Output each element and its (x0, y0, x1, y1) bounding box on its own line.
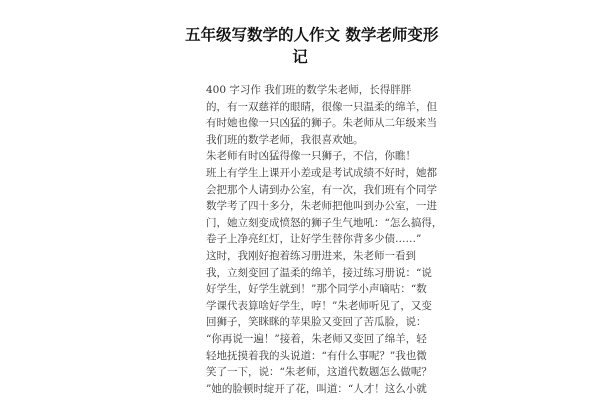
body-line: 的，有一双慈祥的眼睛，很像一只温柔的绵羊，但 (206, 100, 437, 113)
title-line: 五年级写数学的人作文 数学老师变形 (185, 26, 439, 44)
body-line: 会把那个人请到办公室，有一次，我们班有个同学 (206, 183, 437, 196)
body-line: 轻地抚摸着我的头说道：“有什么事呢？”我也微 (206, 349, 427, 362)
document-body (206, 82, 443, 397)
body-line: 有时她也像一只凶猛的狮子。朱老师从二年级来当 (206, 117, 437, 130)
body-line: 班上有学生上课开小差或是考试成绩不好时，她都 (206, 166, 437, 179)
body-line: 我们班的数学老师，我很喜欢她。 (206, 133, 364, 146)
title-line: 记 (292, 48, 308, 66)
body-line: 好学生，好学生就到！”那个同学小声嘀咕：“数 (206, 283, 427, 296)
body-line: 朱老师有时凶猛得像一只狮子，不信，你瞧！ (206, 150, 416, 163)
body-line: 学课代表算啥好学生，哼！”朱老师听见了，又变 (206, 299, 432, 312)
body-line: 400 字习作 我们班的数学朱老师，长得胖胖 (206, 84, 412, 96)
body-line: 门，她立刻变成愤怒的狮子生气地吼：“怎么搞得， (206, 216, 443, 229)
body-line: 回狮子，笑眯眯的苹果脸又变回了苦瓜脸，说： (206, 316, 427, 329)
document-title (185, 24, 439, 68)
body-line: “你再说一遍！”接着，朱老师又变回了绵羊，轻 (206, 332, 427, 345)
body-line: 卷子上净亮红灯，让好学生替你背多少债……” (206, 233, 422, 246)
body-line: 我，立刻变回了温柔的绵羊，接过练习册说：“说 (206, 266, 432, 279)
body-line: 笑了一下，说：“朱老师，这道代数题怎么做呢？ (206, 366, 432, 379)
body-line: ”她的脸顿时绽开了花，叫道：“人才！这么小就 (206, 382, 427, 395)
body-line: 数学考了四十多分，朱老师把他叫到办公室，一进 (206, 200, 437, 213)
body-line: 这时，我刚好抱着练习册进来，朱老师一看到 (206, 249, 416, 262)
